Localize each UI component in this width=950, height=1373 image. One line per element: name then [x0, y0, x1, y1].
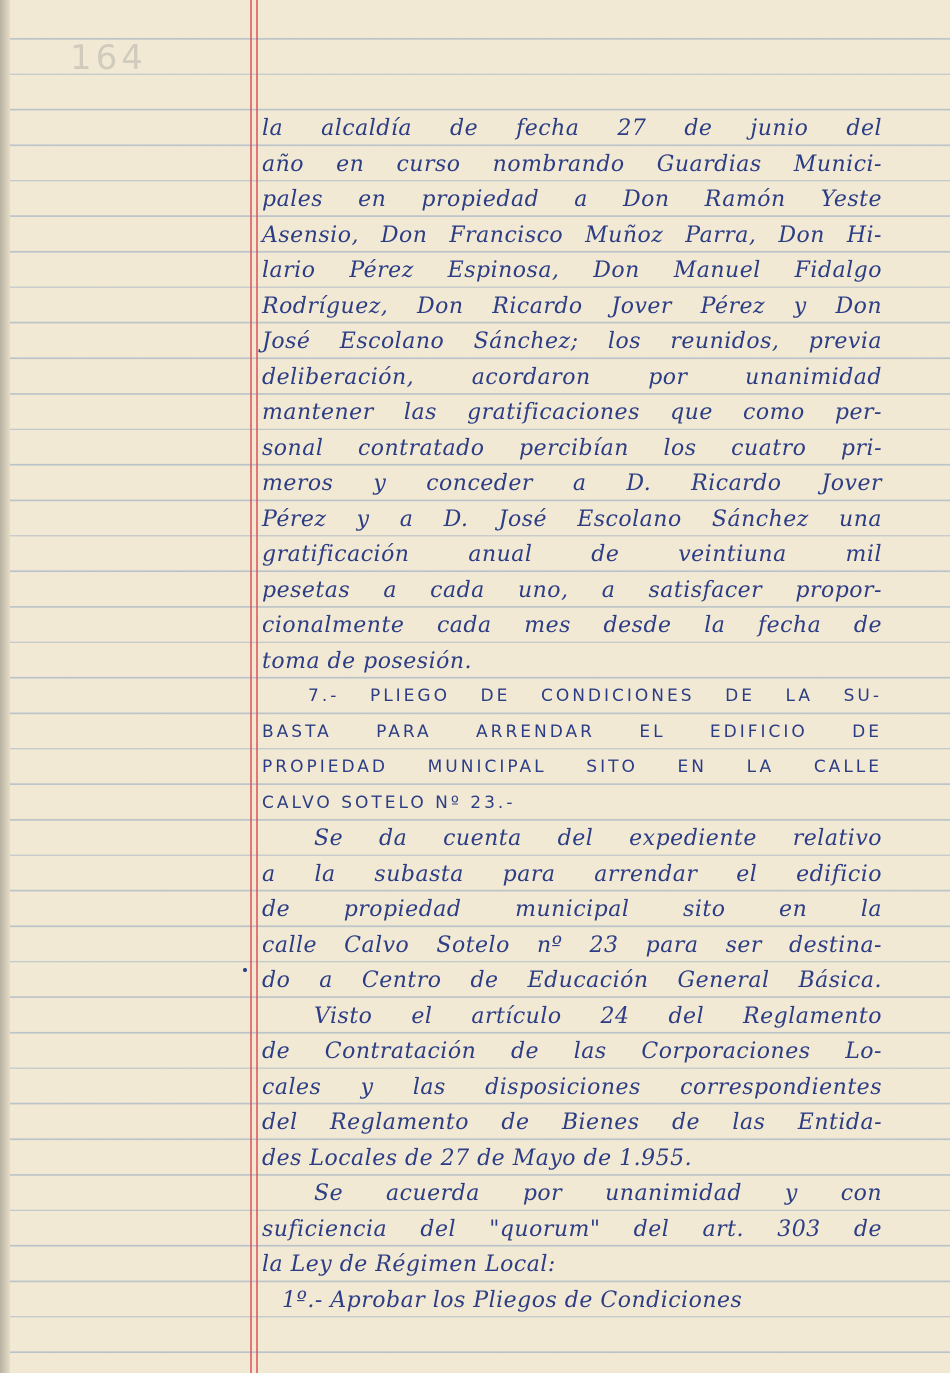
text-line: Visto el artículo 24 del Reglamento	[314, 1003, 882, 1029]
text-line: cales y las disposiciones correspondientes	[262, 1074, 882, 1100]
margin-rule-right	[256, 0, 258, 1373]
text-line: CALVO SOTELO Nº 23.-	[262, 792, 516, 813]
text-line: BASTA PARA ARRENDAR EL EDIFICIO DE	[262, 721, 882, 742]
text-line: año en curso nombrando Guardias Munici-	[262, 151, 882, 177]
text-line: do a Centro de Educación General Básica.	[262, 968, 882, 993]
text-line: mantener las gratificaciones que como per-	[262, 400, 882, 425]
text-line: cionalmente cada mes desde la fecha de	[262, 613, 882, 638]
text-line: a la subasta para arrendar el edificio	[262, 861, 882, 887]
text-line: toma de posesión.	[262, 648, 473, 674]
text-line: José Escolano Sánchez; los reunidos, previa	[262, 329, 882, 354]
text-line: Rodríguez, Don Ricardo Jover Pérez y Don	[262, 293, 882, 319]
text-line: Se da cuenta del expediente relativo	[314, 826, 882, 851]
text-line: de Contratación de las Corporaciones Lo-	[262, 1039, 882, 1064]
text-line: la alcaldía de fecha 27 de junio del	[262, 116, 882, 141]
text-line: Pérez y a D. José Escolano Sánchez una	[262, 506, 882, 532]
text-line: calle Calvo Sotelo nº 23 para ser destina-	[262, 932, 882, 958]
margin-rule-left	[250, 0, 252, 1373]
text-line: Asensio, Don Francisco Muñoz Parra, Don Hi-	[262, 222, 882, 248]
handwritten-text-block	[262, 111, 882, 1318]
text-line: suficiencia del "quorum" del art. 303 de	[262, 1216, 882, 1242]
text-line: 7.- PLIEGO DE CONDICIONES DE LA SU-	[308, 686, 882, 706]
text-line: del Reglamento de Bienes de las Entida-	[262, 1110, 882, 1135]
text-line: des Locales de 27 de Mayo de 1.955.	[262, 1145, 693, 1171]
page-number: 164	[70, 38, 147, 78]
text-line: deliberación, acordaron por unanimidad	[262, 364, 882, 390]
text-line: pesetas a cada uno, a satisfacer propor-	[262, 577, 882, 603]
text-line: la Ley de Régimen Local:	[262, 1252, 556, 1277]
ink-mark	[243, 968, 247, 972]
text-line: 1º.- Aprobar los Pliegos de Condiciones	[282, 1287, 743, 1313]
text-line: pales en propiedad a Don Ramón Yeste	[262, 187, 882, 212]
text-line: gratificación anual de veintiuna mil	[262, 542, 882, 567]
text-line: Se acuerda por unanimidad y con	[314, 1181, 882, 1206]
page-binding-edge	[0, 0, 10, 1373]
text-line: meros y conceder a D. Ricardo Jover	[262, 471, 882, 496]
text-line: lario Pérez Espinosa, Don Manuel Fidalgo	[262, 258, 882, 283]
text-line: PROPIEDAD MUNICIPAL SITO EN LA CALLE	[262, 757, 882, 777]
text-line: sonal contratado percibían los cuatro pri-	[262, 435, 882, 461]
text-line: de propiedad municipal sito en la	[262, 897, 882, 922]
